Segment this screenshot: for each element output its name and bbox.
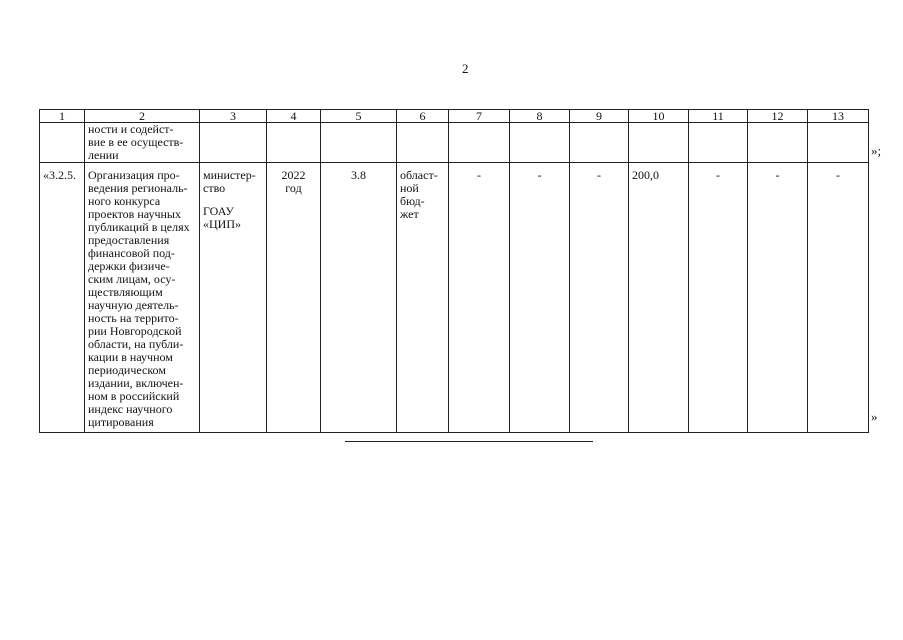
text-line: публикаций в целях bbox=[88, 220, 190, 234]
executor bbox=[200, 163, 267, 433]
text-line: лении bbox=[88, 148, 119, 162]
text-line: индекс научного bbox=[88, 402, 173, 416]
closing-quote-semicolon: »; bbox=[871, 143, 882, 158]
table-cell bbox=[397, 123, 449, 163]
column-number: 5 bbox=[321, 110, 397, 123]
table-cell bbox=[570, 123, 629, 163]
program-table bbox=[39, 109, 869, 433]
closing-quote: » bbox=[871, 409, 878, 424]
text-line: рии Новгородской bbox=[88, 324, 182, 338]
text-line: предоставления bbox=[88, 233, 170, 247]
text-line: бюд- bbox=[400, 194, 425, 208]
funding-col-9: - bbox=[570, 163, 629, 433]
continued-row bbox=[40, 123, 869, 163]
column-number: 6 bbox=[397, 110, 449, 123]
separator-line bbox=[345, 441, 593, 442]
text-line: ности и содейст- bbox=[88, 122, 174, 136]
funding-source bbox=[397, 163, 449, 433]
text-line: ществляющим bbox=[88, 285, 163, 299]
text-line: ство bbox=[203, 181, 226, 195]
text-line: ведения региональ- bbox=[88, 181, 188, 195]
column-number: 12 bbox=[748, 110, 808, 123]
table-cell bbox=[267, 123, 321, 163]
table-cell bbox=[689, 123, 748, 163]
column-number: 1 bbox=[40, 110, 85, 123]
funding-col-13: - bbox=[808, 163, 869, 433]
column-number: 11 bbox=[689, 110, 748, 123]
text-line: 2022 bbox=[281, 168, 306, 182]
column-number: 7 bbox=[449, 110, 510, 123]
table-cell bbox=[629, 123, 689, 163]
text-line: ГОАУ bbox=[203, 204, 234, 218]
funding-col-7: - bbox=[449, 163, 510, 433]
text-line: вие в ее осуществ- bbox=[88, 135, 184, 149]
text-line: год bbox=[285, 181, 302, 195]
text-line: ским лицам, осу- bbox=[88, 272, 176, 286]
table-cell bbox=[200, 123, 267, 163]
text-line: ном в российский bbox=[88, 389, 180, 403]
text-line: периодическом bbox=[88, 363, 166, 377]
target-indicator: 3.8 bbox=[321, 163, 397, 433]
table-cell bbox=[510, 123, 570, 163]
page-number: 2 bbox=[462, 61, 469, 76]
text-line: ной bbox=[400, 181, 419, 195]
text-line: кации в научном bbox=[88, 350, 173, 364]
text-line: проектов научных bbox=[88, 207, 181, 221]
funding-col-11: - bbox=[689, 163, 748, 433]
funding-col-12: - bbox=[748, 163, 808, 433]
continued-description bbox=[85, 123, 200, 163]
table-cell bbox=[449, 123, 510, 163]
text-line: научную деятель- bbox=[88, 298, 179, 312]
column-number: 8 bbox=[510, 110, 570, 123]
text-line: министер- bbox=[203, 168, 256, 182]
period bbox=[267, 163, 321, 433]
text-line: области, на публи- bbox=[88, 337, 184, 351]
item-description bbox=[85, 163, 200, 433]
text-line: «ЦИП» bbox=[203, 217, 241, 231]
column-number: 10 bbox=[629, 110, 689, 123]
text-line: ного конкурса bbox=[88, 194, 161, 208]
text-line: област- bbox=[400, 168, 438, 182]
item-number: «3.2.5. bbox=[40, 163, 85, 433]
table-cell bbox=[748, 123, 808, 163]
funding-col-8: - bbox=[510, 163, 570, 433]
text-line: издании, включен- bbox=[88, 376, 184, 390]
funding-col-10: 200,0 bbox=[629, 163, 689, 433]
text-line: Организация про- bbox=[88, 168, 180, 182]
table-cell bbox=[321, 123, 397, 163]
column-number-row bbox=[40, 110, 869, 123]
column-number: 4 bbox=[267, 110, 321, 123]
table-cell bbox=[40, 123, 85, 163]
table-row-3-2-5 bbox=[40, 163, 869, 433]
column-number: 13 bbox=[808, 110, 869, 123]
text-line: цитирования bbox=[88, 415, 154, 429]
column-number: 2 bbox=[85, 110, 200, 123]
text-line: держки физиче- bbox=[88, 259, 170, 273]
column-number: 3 bbox=[200, 110, 267, 123]
column-number: 9 bbox=[570, 110, 629, 123]
text-line: финансовой под- bbox=[88, 246, 175, 260]
text-line: ность на террито- bbox=[88, 311, 179, 325]
text-line: жет bbox=[400, 207, 419, 221]
table-cell bbox=[808, 123, 869, 163]
